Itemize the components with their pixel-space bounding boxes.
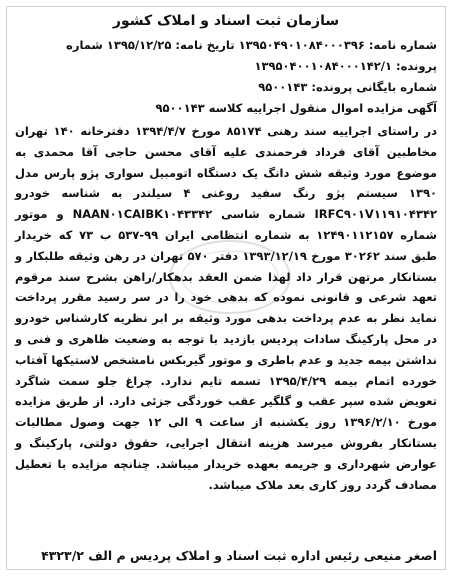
notice-heading: آگهی مزایده اموال منقول اجراییه کلاسه ۹۵۰۰۱۴۳ [155,101,437,115]
notice-title: سازمان ثبت اسناد و املاک کشور [112,13,340,29]
notice-signature: اصغر منیعی رئیس اداره ثبت اسناد و املاک پردیس م الف ۴۳۲۳/۲ [41,548,437,563]
letter-number-line: شماره نامه: ۱۳۹۵۰۴۹۰۱۰۸۴۰۰۰۳۹۶ تاریخ نامه: ۱۳۹۵/۱۲/۲۵ شماره [66,38,437,52]
notice-body: در راستای اجراییه سند رهنی ۸۵۱۷۴ مورخ ۱۳۹۴/۴/۷ دفترخانه ۱۴۰ تهران مخاطبین آقای فرداد فرحمندی علیه آقای محسن حاجی آقا محمدی به موضوع مورد وثیقه شش دانگ یک دستگاه اتومبیل سواری پژو پارس مدل ۱۳۹۰ سیستم پژو رنگ سفید روغنی ۴ سیلندر به شناسه خودرو IRFC۹۰۱V۱۱۹۱۰۴۳۴۲ شماره شاسی NAAN۰۱CAIBK۱۰۴۳۳۴۲ و موتور شماره ۱۲۴۹۰۱۱۲۱۵۷ به شماره انتظامی ایران ۹۹-۵۳۷ ب ۷۳ که خریدار طبق سند ۳۰۲۶۲ مورخ ۱۳۹۳/۱۲/۱۹ دفتر ۵۷۰ تهران در رهن وثیقه طلبکار و بستانکار مرتهن قرار داد لهذا ضمن العقد بدهکار/راهن بشرح سند مرقوم تعهد شرعی و قانونی نموده که بدهی خود را در سر رسید مقرر پرداخت نماید نظر به عدم پرداخت بدهی مورد وثیقه بر ابر نظریه کارشناس خودرو در محل پارکینگ سادات پردیس بازدید با توجه به وضعیت ظاهری و فنی و نداشتن بیمه جدید و عدم باطری و موتور گیربکس نامشخص لاستیکها آفتاب خورده اتمام بیمه ۱۳۹۵/۴/۲۹ تسمه تایم ندارد. چراغ جلو سمت شاگرد تعویض شده سپر عقب و گلگیر عقب خوردگی جزئی دارد. از طریق مزایده مورخ ۱۳۹۶/۲/۱۰ روز یکشنبه از ساعت ۹ الی ۱۲ جهت وصول مطالبات بستانکار بفروش میرسد هزینه انتقال اجرایی، حقوق دولتی، پارکینگ و عوارض شهرداری و جریمه بعهده خریدار میباشد. چنانچه مزایده با تعطیل مصادف گردد روز کاری بعد ملاک میباشد. [15,124,438,492]
auction-notice [6,6,446,570]
archive-number-line: شماره بایگانی پرونده: ۹۵۰۰۱۴۳ [258,80,437,94]
file-number-line: پرونده: ۱۳۹۵۰۴۰۰۱۰۸۴۰۰۰۱۴۲/۱ [254,59,437,73]
